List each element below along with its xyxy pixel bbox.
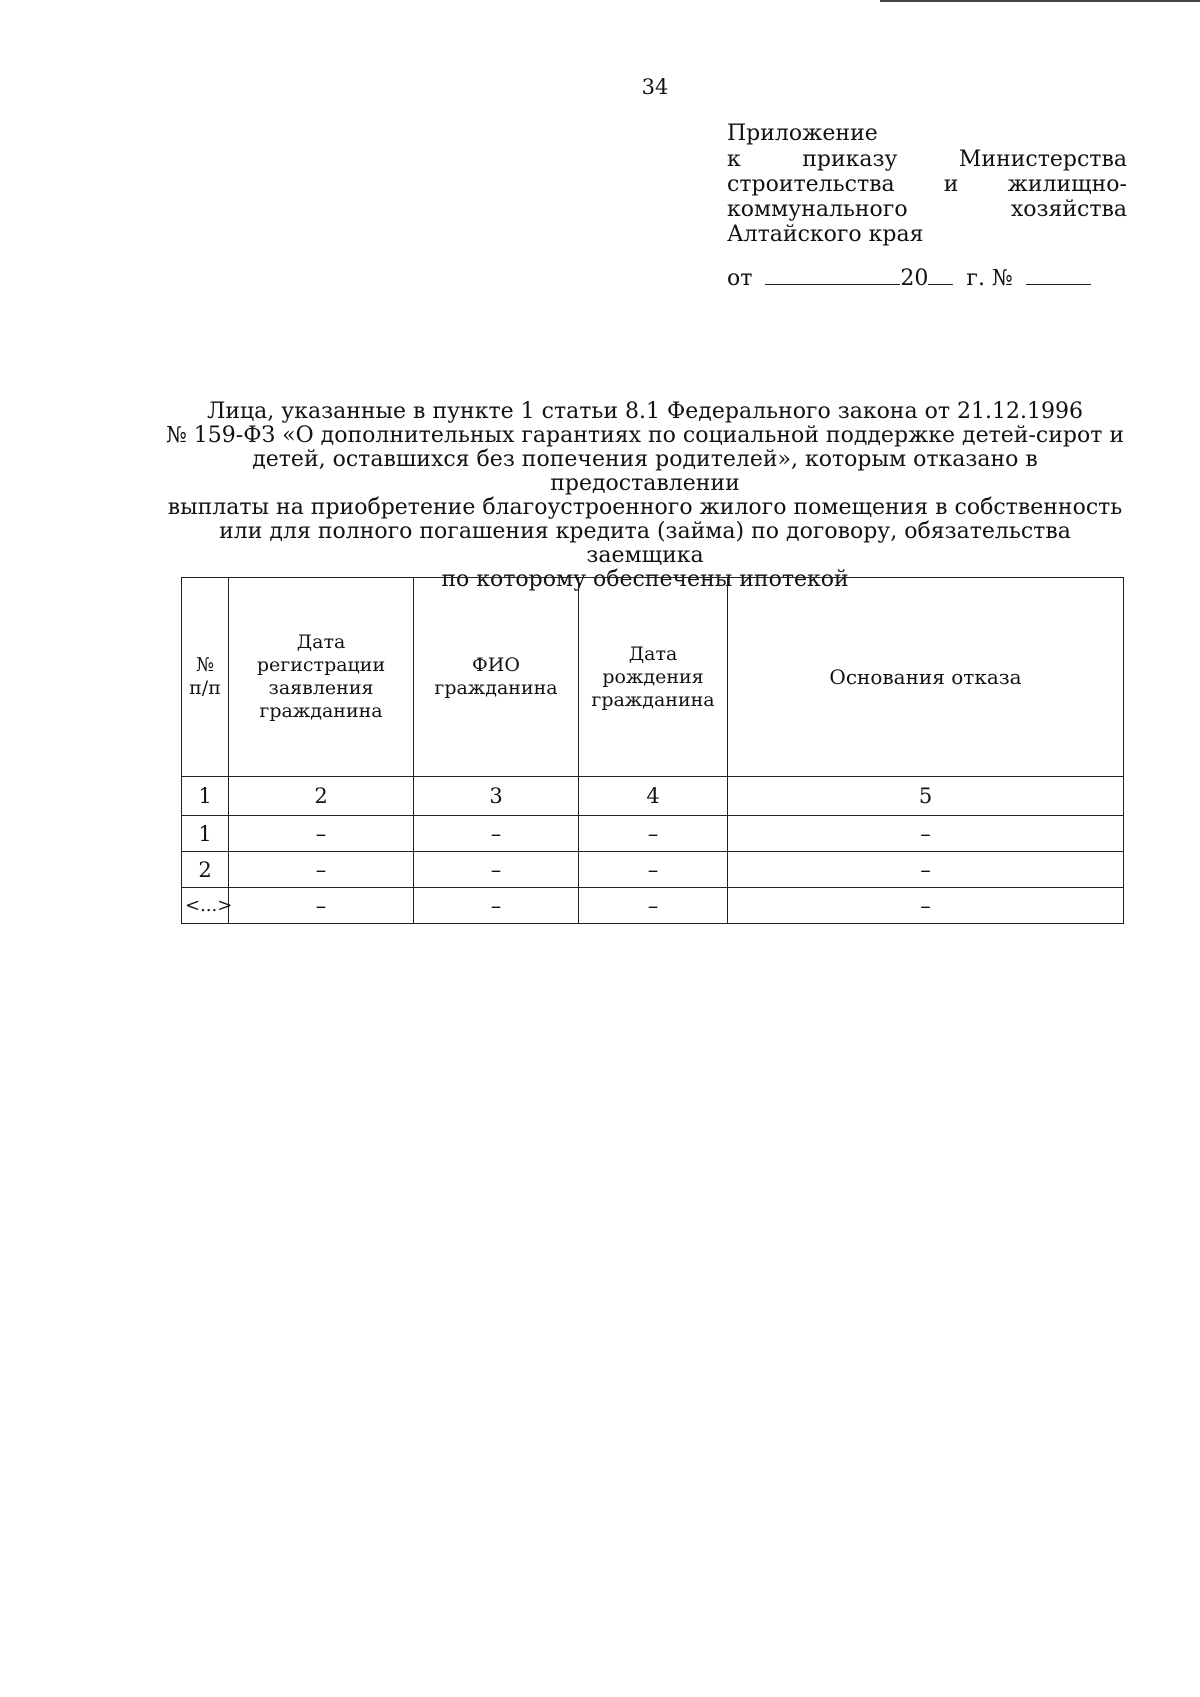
column-number-cell: 5 <box>728 777 1124 816</box>
column-number-cell: 3 <box>414 777 579 816</box>
header-text: гражданина <box>434 677 558 699</box>
table-cell: – <box>579 888 728 924</box>
header-text: гражданина <box>259 700 383 722</box>
order-number-label: г. № <box>966 266 1013 291</box>
order-year-blank <box>928 266 953 285</box>
title-line: № 159-ФЗ «О дополнительных гарантиях по социальной поддержке детей-сирот и <box>165 423 1125 448</box>
header-text: п/п <box>189 677 221 699</box>
header-cell-number <box>182 578 229 777</box>
order-number-blank <box>1026 266 1091 285</box>
order-year: 20 <box>900 266 929 291</box>
appendix-line-5: Алтайского края <box>727 222 924 247</box>
column-number-cell: 1 <box>182 777 229 816</box>
header-cell-refusal-reasons <box>728 578 1124 777</box>
table-cell: – <box>414 852 579 888</box>
header-text: гражданина <box>591 688 715 711</box>
title-line: по которому обеспечены ипотекой <box>441 567 849 592</box>
table-cell-row-number: <...> <box>182 888 229 924</box>
order-date-number-line <box>727 266 1127 291</box>
order-date-blank <box>765 266 900 285</box>
column-number-cell: 2 <box>229 777 414 816</box>
header-text: Дата <box>628 642 678 665</box>
table-cell: – <box>728 888 1124 924</box>
header-cell-birth-date <box>579 578 728 777</box>
appendix-word: коммунального <box>727 197 908 222</box>
title-line: Лица, указанные в пункте 1 статьи 8.1 Федерального закона от 21.12.1996 <box>207 399 1083 424</box>
header-text: рождения <box>602 665 704 688</box>
table-cell-row-number: 2 <box>182 852 229 888</box>
table-cell: – <box>229 816 414 852</box>
header-text: № <box>196 654 214 676</box>
table-cell: – <box>728 816 1124 852</box>
header-text: заявления <box>268 677 374 699</box>
header-text: Основания отказа <box>829 664 1022 689</box>
table-cell: – <box>579 852 728 888</box>
title-line: детей, оставшихся без попечения родителей», которым отказано в предоставлении <box>252 447 1038 496</box>
title-line: или для полного погашения кредита (займа) по договору, обязательства заемщика <box>219 519 1071 568</box>
appendix-line-3 <box>727 172 1127 197</box>
appendix-block <box>727 121 1127 248</box>
page-number: 34 <box>641 75 669 99</box>
table-cell: – <box>728 852 1124 888</box>
table-cell: – <box>229 852 414 888</box>
table-cell: – <box>579 816 728 852</box>
refusal-table <box>181 577 1124 924</box>
appendix-word: строительства <box>727 172 895 197</box>
appendix-word: хозяйства <box>1010 197 1127 222</box>
table-row <box>182 888 1124 924</box>
header-text: ФИО <box>472 654 520 676</box>
title-line: выплаты на приобретение благоустроенного жилого помещения в собственность <box>167 495 1123 520</box>
appendix-word: жилищно- <box>1007 172 1127 197</box>
table-cell-row-number: 1 <box>182 816 229 852</box>
table-cell: – <box>229 888 414 924</box>
table-cell: – <box>414 816 579 852</box>
document-title <box>165 400 1125 592</box>
table-cell: – <box>414 888 579 924</box>
header-cell-registration-date <box>229 578 414 777</box>
table-header-row <box>182 578 1124 777</box>
appendix-line-4 <box>727 197 1127 222</box>
column-number-row <box>182 777 1124 816</box>
appendix-word: и <box>943 172 959 197</box>
table-row <box>182 816 1124 852</box>
appendix-heading: Приложение <box>727 121 878 146</box>
top-edge-rule <box>880 0 1200 2</box>
header-text: Дата регистрации <box>256 631 386 676</box>
appendix-word: приказу <box>802 147 898 172</box>
header-cell-full-name <box>414 578 579 777</box>
appendix-word: к <box>727 147 741 172</box>
appendix-line-2 <box>727 147 1127 172</box>
order-prefix: от <box>727 266 753 291</box>
table-row <box>182 852 1124 888</box>
column-number-cell: 4 <box>579 777 728 816</box>
appendix-word: Министерства <box>958 147 1127 172</box>
